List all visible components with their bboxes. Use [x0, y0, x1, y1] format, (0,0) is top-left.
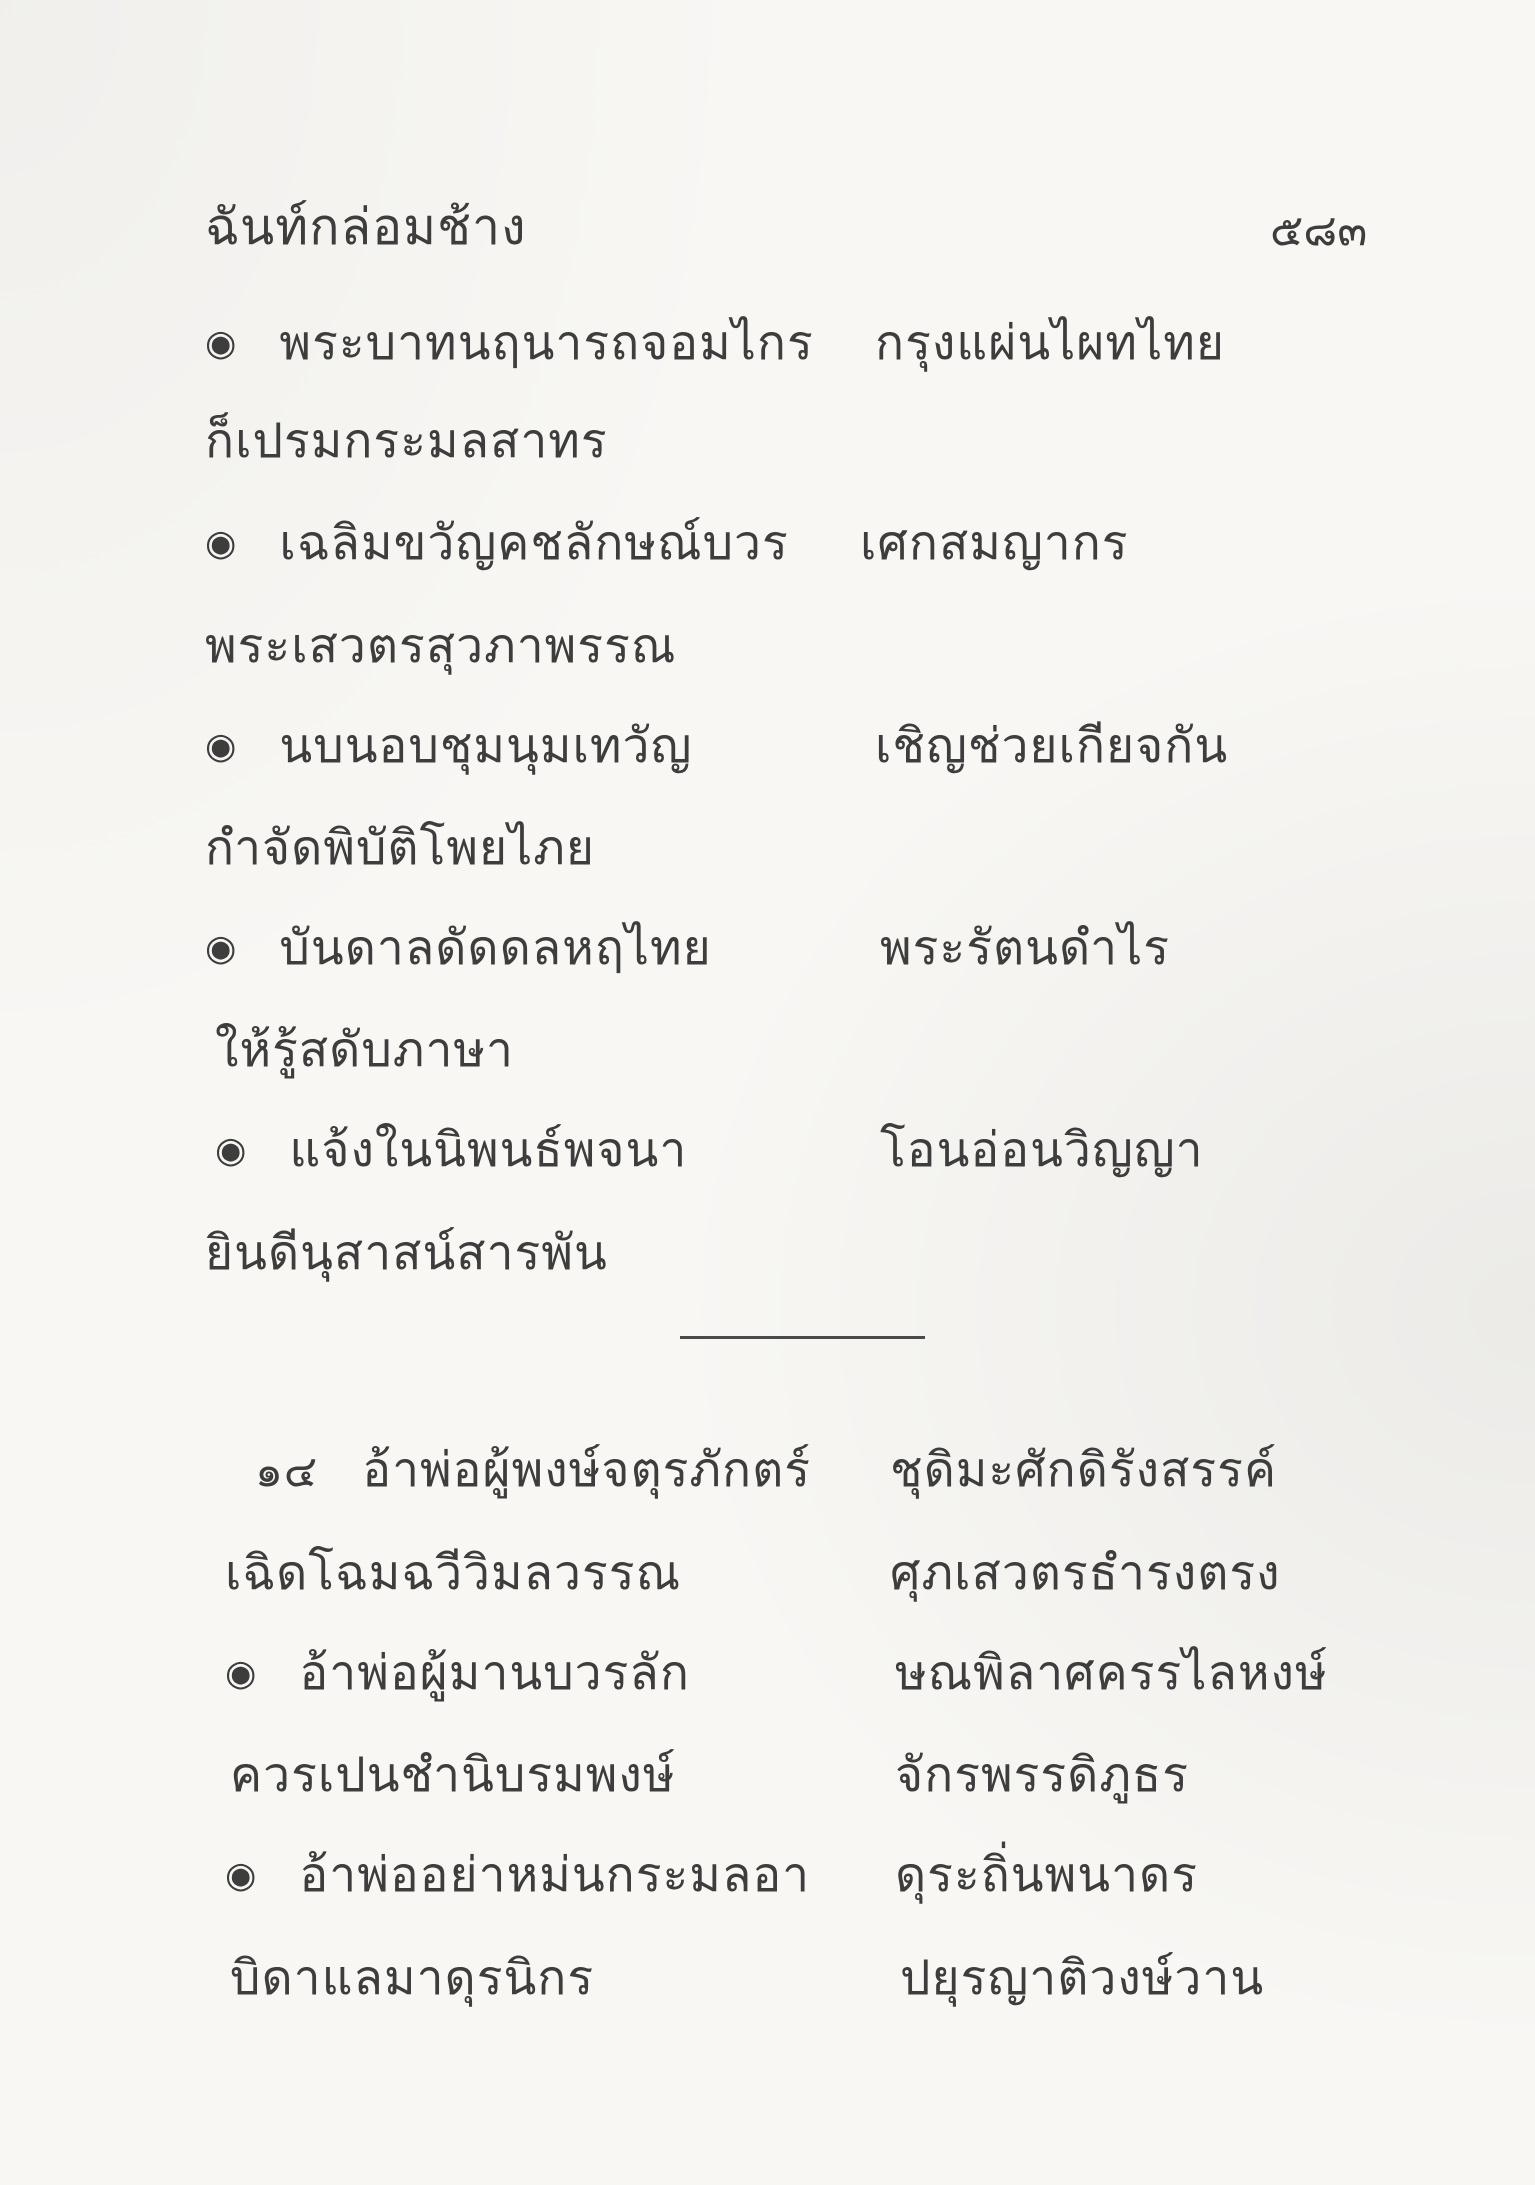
stanza-number: ๑๔	[255, 1446, 319, 1497]
verse-line: โอนอ่อนวิญญา	[880, 1122, 1204, 1178]
verse-line: ยินดีนุสาสน์สารพัน	[205, 1225, 608, 1281]
verse-line: ศุภเสวตรธำรงตรง	[890, 1545, 1281, 1601]
verse-line: ปยุรญาติวงษ์วาน	[900, 1950, 1265, 2006]
bullet-icon: ◉	[225, 1855, 258, 1896]
verse-line	[205, 505, 789, 581]
bullet-icon: ◉	[205, 323, 238, 364]
bullet-icon: ◉	[225, 1653, 258, 1694]
verse-line	[225, 1837, 810, 1913]
verse-line	[205, 910, 712, 986]
verse-line: พระเสวตรสุวภาพรรณ	[205, 618, 677, 674]
verse-text: บันดาลดัดดลหฤไทย	[279, 920, 712, 976]
verse-line: กำจัดพิบัติโพยไภย	[205, 820, 596, 876]
verse-line: ชุดิมะศักดิรังสรรค์	[890, 1442, 1278, 1498]
verse-text: อ้าพ่ออย่าหม่นกระมลอา	[299, 1847, 811, 1903]
section-divider	[680, 1336, 925, 1339]
page-title: ฉันท์กล่อมช้าง	[205, 198, 527, 256]
verse-text: พระบาทนฤนารถจอมไกร	[279, 315, 814, 371]
verse-line: ควรเปนชำนิบรมพงษ์	[230, 1747, 676, 1803]
bullet-icon: ◉	[205, 928, 238, 969]
bullet-icon: ◉	[205, 523, 238, 564]
verse-line	[215, 1112, 687, 1188]
verse-line: ดุระถิ่นพนาดร	[895, 1847, 1198, 1903]
verse-line: ษณพิลาศครรไลหงษ์	[895, 1645, 1328, 1701]
bullet-icon: ◉	[205, 726, 238, 767]
bullet-icon: ◉	[215, 1130, 248, 1171]
verse-line: เศกสมญากร	[860, 515, 1129, 571]
verse-text: แจ้งในนิพนธ์พจนา	[289, 1122, 688, 1178]
verse-line	[225, 1635, 690, 1711]
verse-text: เฉลิมขวัญคชลักษณ์บวร	[279, 515, 789, 571]
verse-line	[205, 708, 692, 784]
verse-line: พระรัตนดำไร	[880, 920, 1171, 976]
verse-text: นบนอบชุมนุมเทวัญ	[279, 718, 693, 774]
verse-line: กรุงแผ่นไผทไทย	[875, 315, 1225, 371]
verse-line: ให้รู้สดับภาษา	[215, 1022, 514, 1078]
verse-text: อ้าพ่อผู้พงษ์จตุรภักตร์	[362, 1442, 812, 1498]
page-number: ๕๘๓	[1270, 205, 1368, 256]
verse-line: บิดาแลมาดุรนิกร	[230, 1950, 595, 2006]
verse-line	[205, 305, 814, 381]
verse-line: จักรพรรดิภูธร	[895, 1747, 1190, 1803]
verse-line	[255, 1432, 811, 1508]
verse-line: เชิญช่วยเกียจกัน	[875, 718, 1229, 774]
verse-line: เฉิดโฉมฉวีวิมลวรรณ	[225, 1545, 682, 1601]
verse-line: ก็เปรมกระมลสาทร	[205, 413, 608, 469]
verse-text: อ้าพ่อผู้มานบวรลัก	[299, 1645, 690, 1701]
